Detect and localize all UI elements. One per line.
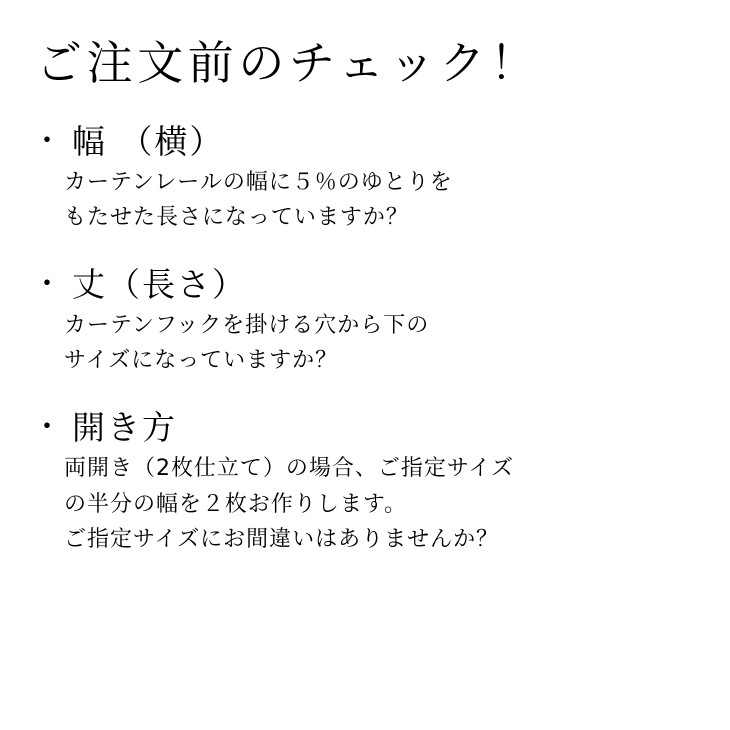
bullet-icon: ・ — [32, 123, 62, 159]
page-title: ご注文前のチェック！ — [36, 36, 541, 90]
bullet-icon: ・ — [32, 409, 62, 445]
section-opening-style-heading-row — [32, 409, 700, 447]
section-opening-style-line-2: の半分の幅を２枚お作りします。 — [64, 491, 408, 517]
section-length — [32, 266, 700, 379]
section-width-line-2: もたせた長さになっていますか？ — [64, 205, 409, 231]
section-width-heading-row — [32, 123, 700, 161]
section-opening-style-heading: 開き方 — [72, 407, 177, 447]
section-opening-style — [32, 409, 700, 558]
section-length-heading-row — [32, 266, 700, 304]
section-width-line-1: カーテンレールの幅に５％のゆとりを — [64, 169, 453, 195]
section-width-body — [64, 165, 700, 236]
section-length-line-1: カーテンフックを掛ける穴から下の — [64, 312, 430, 338]
section-length-heading: 丈（長さ） — [72, 264, 247, 304]
section-width-heading: 幅 （横） — [72, 121, 225, 161]
section-width — [32, 123, 700, 236]
bullet-icon: ・ — [32, 266, 62, 302]
section-length-body — [64, 308, 700, 379]
section-length-line-2: サイズになっていますか？ — [64, 348, 339, 374]
section-opening-style-body — [64, 451, 700, 558]
section-opening-style-line-3: ご指定サイズにお間違いはありませんか？ — [64, 527, 500, 553]
section-opening-style-line-1: 両開き（2枚仕立て）の場合、ご指定サイズ — [64, 455, 515, 481]
